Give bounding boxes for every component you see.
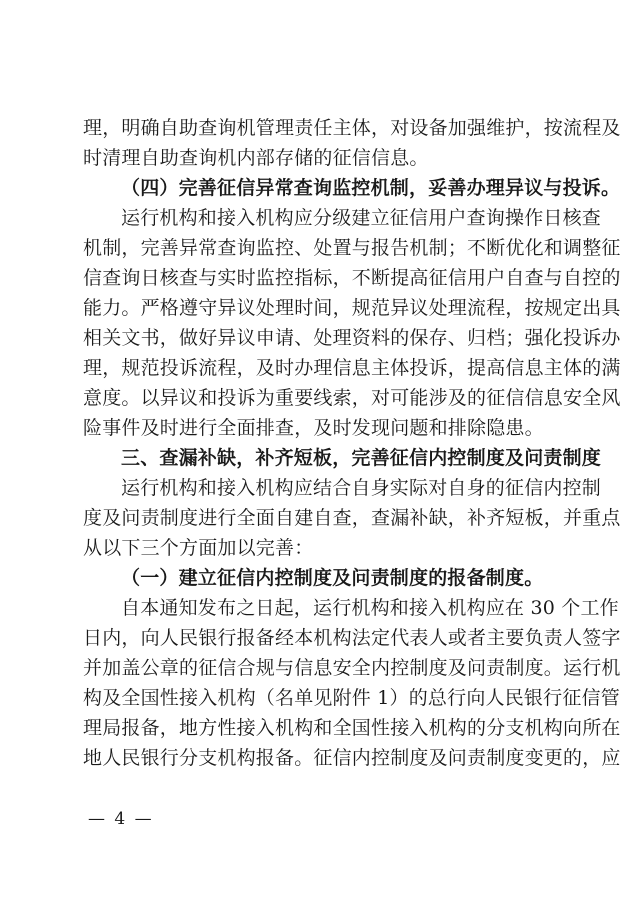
page-number: — 4 — (88, 809, 154, 829)
paragraph-line: 运行机构和接入机构应分级建立征信用户查询操作日核查 (121, 207, 602, 229)
paragraph-line: 从以下三个方面加以完善： (83, 537, 314, 559)
section-heading-line: （四）完善征信异常查询监控机制，妥善办理异议与投诉。 (121, 177, 621, 199)
paragraph-line: 构及全国性接入机构（名单见附件 1）的总行向人民银行征信管 (83, 687, 620, 709)
section-heading-line: 三、查漏补缺，补齐短板，完善征信内控制度及问责制度 (121, 447, 602, 469)
paragraph-line: 相关文书，做好异议申请、处理资料的保存、归档；强化投诉办 (83, 327, 621, 349)
paragraph-line: 险事件及时进行全面排查，及时发现问题和排除隐患。 (83, 417, 544, 439)
paragraph-line: 信查询日核查与实时监控指标，不断提高征信用户自查与自控的 (83, 267, 621, 289)
paragraph-line: 自本通知发布之日起，运行机构和接入机构应在 30 个工作 (121, 597, 619, 619)
document-body (83, 113, 621, 773)
paragraph-line: 理局报备，地方性接入机构和全国性接入机构的分支机构向所在 (83, 717, 621, 739)
paragraph-line: 日内，向人民银行报备经本机构法定代表人或者主要负责人签字 (83, 627, 621, 649)
section-heading-line: （一）建立征信内控制度及问责制度的报备制度。 (121, 567, 544, 589)
paragraph-line: 并加盖公章的征信合规与信息安全内控制度及问责制度。运行机 (83, 657, 621, 679)
paragraph-line: 意度。以异议和投诉为重要线索，对可能涉及的征信信息安全风 (83, 387, 621, 409)
paragraph-line: 理，规范投诉流程，及时办理信息主体投诉，提高信息主体的满 (83, 357, 621, 379)
paragraph-line: 度及问责制度进行全面自建自查，查漏补缺，补齐短板，并重点 (83, 507, 621, 529)
paragraph-line: 时清理自助查询机内部存储的征信信息。 (83, 147, 429, 169)
paragraph-line: 能力。严格遵守异议处理时间，规范异议处理流程，按规定出具 (83, 297, 621, 319)
paragraph-line: 地人民银行分支机构报备。征信内控制度及问责制度变更的，应 (83, 747, 621, 769)
paragraph-line: 运行机构和接入机构应结合自身实际对自身的征信内控制 (121, 477, 602, 499)
paragraph-line: 机制，完善异常查询监控、处置与报告机制；不断优化和调整征 (83, 237, 621, 259)
paragraph-line: 理，明确自助查询机管理责任主体，对设备加强维护，按流程及 (83, 117, 621, 139)
